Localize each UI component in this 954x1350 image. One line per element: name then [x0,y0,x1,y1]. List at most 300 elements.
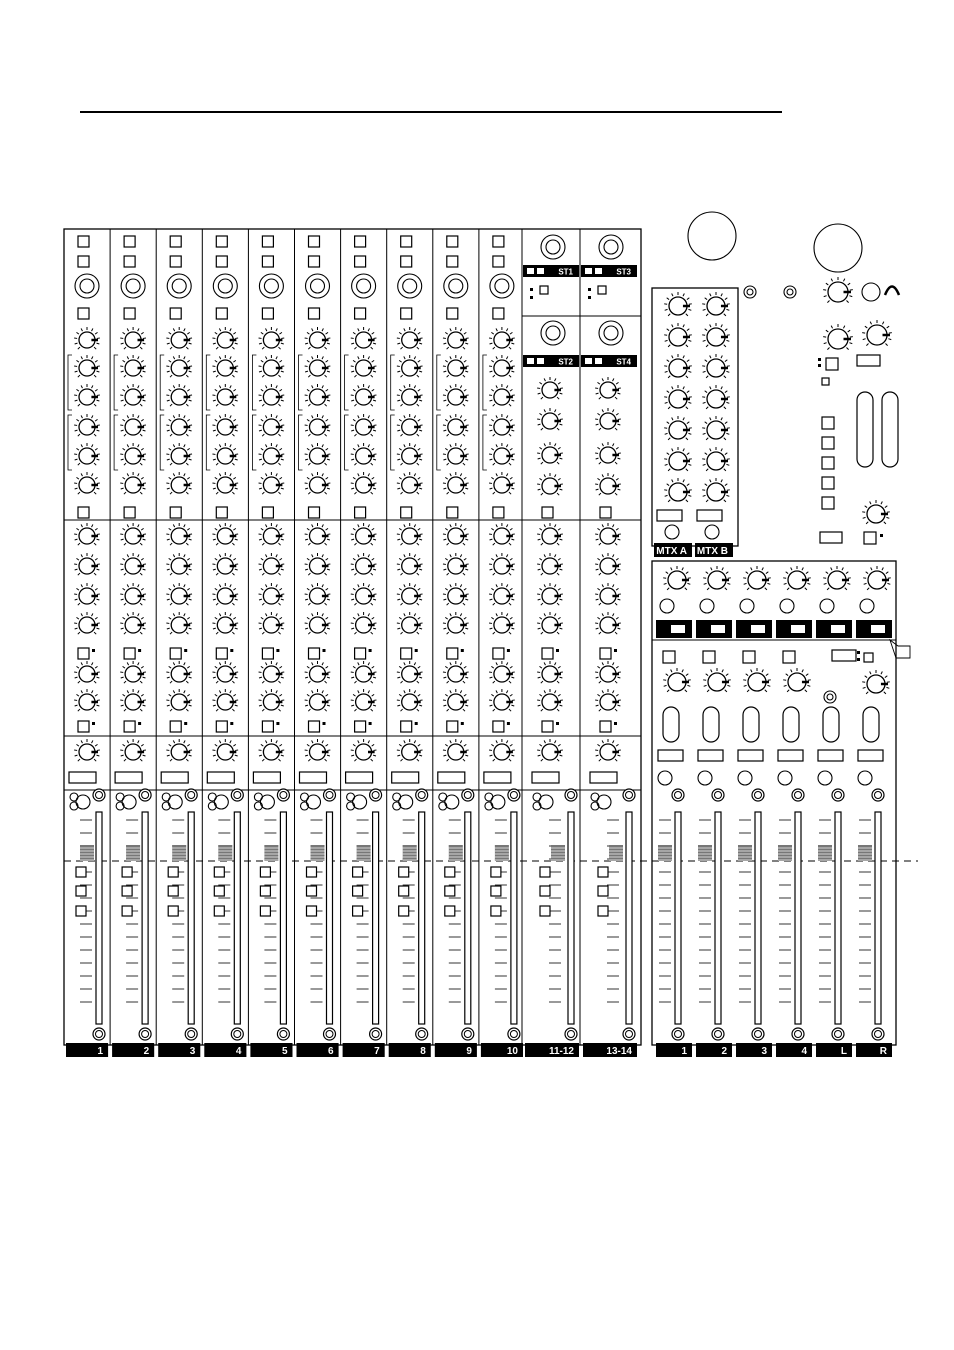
eq-lo-mid-knob[interactable] [120,443,146,465]
aux4-knob[interactable] [166,612,192,634]
aux3-knob[interactable] [443,583,469,605]
hpf-freq-knob[interactable] [489,327,515,349]
mute-button[interactable] [399,795,413,809]
aux6-knob[interactable] [489,689,515,711]
aux4-knob[interactable] [397,612,423,634]
matrix-level-knob[interactable] [702,292,730,316]
eq-high-knob[interactable] [351,355,377,377]
channel-name-strip[interactable] [484,772,511,783]
stereo-fader[interactable] [568,812,574,1024]
aux1-knob[interactable] [305,523,331,545]
mute-assign-button[interactable] [122,867,132,877]
matrix-level-knob[interactable] [664,478,692,502]
gain-knob[interactable] [306,274,330,298]
group-fader[interactable] [755,812,761,1024]
aux2-knob[interactable] [537,553,563,575]
eq-low-knob[interactable] [351,472,377,494]
aux4-knob[interactable] [212,612,238,634]
mute-assign-button[interactable] [168,867,178,877]
eq-low-knob[interactable] [443,472,469,494]
monitor-source-button[interactable] [822,477,834,489]
matrix-level-knob[interactable] [702,385,730,409]
hpf-freq-knob[interactable] [120,327,146,349]
pan-knob[interactable] [351,739,377,761]
monitor-source-button[interactable] [822,437,834,449]
eq-hi-mid-knob[interactable] [212,384,238,406]
aux5-knob[interactable] [120,661,146,683]
group-assign-button[interactable] [76,886,86,896]
channel-name-strip[interactable] [115,772,142,783]
stereo-assign-button[interactable] [399,906,409,916]
eq-lo-mid-knob[interactable] [489,443,515,465]
tag-button[interactable] [537,268,544,274]
aux6-knob[interactable] [351,689,377,711]
phantom-button[interactable] [124,236,135,247]
group-send-button[interactable] [700,599,714,613]
eq-on-button[interactable] [355,507,366,518]
eq-low-knob[interactable] [74,472,100,494]
gain-knob[interactable] [259,274,283,298]
aux2-knob[interactable] [212,553,238,575]
group-name-strip[interactable] [858,750,883,761]
matrix-level-knob[interactable] [664,447,692,471]
aux1-knob[interactable] [595,523,621,545]
pre-post-button[interactable] [262,648,273,659]
tag-button[interactable] [595,268,602,274]
phantom-button[interactable] [355,236,366,247]
group-mute-button[interactable] [698,771,712,785]
eq-hi-mid-freq-knob[interactable] [259,414,285,436]
group-on-button[interactable] [663,651,675,663]
aux6-knob[interactable] [443,689,469,711]
eq-lo-mid-knob[interactable] [305,443,331,465]
eq-lo-mid-knob[interactable] [212,443,238,465]
phantom-button[interactable] [493,236,504,247]
stereo-assign-button[interactable] [260,906,270,916]
tag-button[interactable] [527,358,534,364]
mute-button[interactable] [491,795,505,809]
group-assign-button[interactable] [353,886,363,896]
mute-button[interactable] [353,795,367,809]
eq-high-knob[interactable] [397,355,423,377]
pad-button[interactable] [355,256,366,267]
pad-button[interactable] [262,256,273,267]
small-select-button[interactable] [822,378,829,385]
aux3-knob[interactable] [212,583,238,605]
monitor-select-button[interactable] [826,358,838,370]
aux3-knob[interactable] [351,583,377,605]
aux6-knob[interactable] [595,689,621,711]
eq-high-knob[interactable] [120,355,146,377]
mute-assign-button[interactable] [307,867,317,877]
stereo-select-button[interactable] [598,286,606,294]
mute-button[interactable] [168,795,182,809]
tag-button[interactable] [585,358,592,364]
eq-on-button[interactable] [447,507,458,518]
eq-hi-mid-freq-knob[interactable] [443,414,469,436]
channel-fader[interactable] [188,812,194,1024]
group-assign-button[interactable] [711,625,725,633]
group-send-knob[interactable] [823,566,851,590]
pre-post-button[interactable] [493,721,504,732]
group-on-button[interactable] [703,651,715,663]
matrix-name-strip[interactable] [657,510,682,521]
group-assign-button[interactable] [751,625,765,633]
balance-knob[interactable] [595,739,621,761]
group-oval-button[interactable] [743,707,759,742]
tag-button[interactable] [527,268,534,274]
eq-on-button[interactable] [542,507,553,518]
aux1-knob[interactable] [489,523,515,545]
mute-assign-button[interactable] [214,867,224,877]
aux3-knob[interactable] [489,583,515,605]
eq-high-knob[interactable] [489,355,515,377]
matrix-level-knob[interactable] [702,447,730,471]
channel-fader[interactable] [511,812,517,1024]
aux5-knob[interactable] [595,661,621,683]
aux6-knob[interactable] [305,689,331,711]
group-oval-button[interactable] [863,707,879,742]
aux5-knob[interactable] [489,661,515,683]
pan-knob[interactable] [443,739,469,761]
pre-post-button[interactable] [447,721,458,732]
eq-high-knob[interactable] [212,355,238,377]
eq-hi-mid-freq-knob[interactable] [74,414,100,436]
pad-button[interactable] [216,256,227,267]
group-name-strip[interactable] [658,750,683,761]
pan-knob[interactable] [74,739,100,761]
pan-knob[interactable] [120,739,146,761]
pad-button[interactable] [78,256,89,267]
hpf-freq-knob[interactable] [397,327,423,349]
mute-button[interactable] [214,795,228,809]
pan-knob[interactable] [305,739,331,761]
aux2-knob[interactable] [351,553,377,575]
pad-button[interactable] [309,256,320,267]
group-name-strip[interactable] [818,750,843,761]
eq-high-knob[interactable] [74,355,100,377]
stereo-eq-high-knob[interactable] [595,377,621,399]
eq-on-button[interactable] [600,507,611,518]
eq-lo-mid-knob[interactable] [397,443,423,465]
eq-on-button[interactable] [216,507,227,518]
pad-button[interactable] [493,256,504,267]
aux5-knob[interactable] [443,661,469,683]
hpf-button[interactable] [355,308,366,319]
channel-name-strip[interactable] [300,772,327,783]
aux2-knob[interactable] [305,553,331,575]
eq-on-button[interactable] [170,507,181,518]
channel-name-strip[interactable] [69,772,96,783]
aux6-knob[interactable] [166,689,192,711]
group-send-knob[interactable] [663,566,691,590]
gain-knob[interactable] [490,274,514,298]
stereo-fader[interactable] [626,812,632,1024]
pre-post-button[interactable] [216,648,227,659]
pan-knob[interactable] [259,739,285,761]
group-oval-button[interactable] [783,707,799,742]
phantom-button[interactable] [216,236,227,247]
mute-button[interactable] [307,795,321,809]
group-mute-button[interactable] [778,771,792,785]
master-select-strip[interactable] [832,650,856,661]
group-send-button[interactable] [660,599,674,613]
channel-name-strip[interactable] [161,772,188,783]
eq-on-button[interactable] [401,507,412,518]
stereo-gain-knob[interactable] [599,321,623,345]
aux2-knob[interactable] [259,553,285,575]
hpf-button[interactable] [170,308,181,319]
phones-level-knob[interactable] [823,277,853,303]
group-name-strip[interactable] [738,750,763,761]
group-fader[interactable] [875,812,881,1024]
group-fader[interactable] [835,812,841,1024]
channel-fader[interactable] [234,812,240,1024]
phones-monitor-knob[interactable] [862,500,890,524]
eq-on-button[interactable] [493,507,504,518]
stereo-gain-knob[interactable] [541,321,565,345]
aux1-knob[interactable] [120,523,146,545]
aux2-knob[interactable] [120,553,146,575]
hpf-freq-knob[interactable] [305,327,331,349]
mute-assign-button[interactable] [353,867,363,877]
eq-hi-mid-freq-knob[interactable] [397,414,423,436]
aux4-knob[interactable] [489,612,515,634]
pad-button[interactable] [447,256,458,267]
hpf-freq-knob[interactable] [74,327,100,349]
pan-knob[interactable] [166,739,192,761]
pre-post-button[interactable] [309,648,320,659]
eq-high-knob[interactable] [166,355,192,377]
aux4-knob[interactable] [259,612,285,634]
pre-post-button[interactable] [78,721,89,732]
pre-post-button[interactable] [170,648,181,659]
group-assign-button[interactable] [399,886,409,896]
matrix-level-knob[interactable] [702,354,730,378]
group-assign-button[interactable] [445,886,455,896]
stereo-assign-button[interactable] [598,906,608,916]
master-level-knob[interactable] [862,670,890,694]
aux1-knob[interactable] [351,523,377,545]
matrix-level-knob[interactable] [664,354,692,378]
hpf-freq-knob[interactable] [212,327,238,349]
aux4-knob[interactable] [305,612,331,634]
channel-fader[interactable] [465,812,471,1024]
mute-assign-button[interactable] [399,867,409,877]
pre-post-button[interactable] [124,648,135,659]
group-send-knob[interactable] [703,566,731,590]
eq-lo-mid-knob[interactable] [74,443,100,465]
pre-post-button[interactable] [493,648,504,659]
aux4-knob[interactable] [443,612,469,634]
talkback-level-knob[interactable] [862,320,892,346]
aux6-knob[interactable] [397,689,423,711]
stereo-assign-button[interactable] [307,906,317,916]
channel-name-strip[interactable] [590,772,617,783]
phantom-button[interactable] [401,236,412,247]
mute-assign-button[interactable] [598,867,608,877]
aux1-knob[interactable] [537,523,563,545]
mute-button[interactable] [539,795,553,809]
stereo-gain-knob[interactable] [541,235,565,259]
monitor-level-knob[interactable] [823,324,853,350]
aux3-knob[interactable] [537,583,563,605]
hpf-button[interactable] [124,308,135,319]
channel-fader[interactable] [142,812,148,1024]
master-select-button[interactable] [864,653,873,662]
monitor-source-button[interactable] [822,497,834,509]
group-mute-button[interactable] [818,771,832,785]
aux2-knob[interactable] [489,553,515,575]
phantom-button[interactable] [78,236,89,247]
tag-button[interactable] [595,358,602,364]
channel-name-strip[interactable] [346,772,373,783]
aux4-knob[interactable] [537,612,563,634]
eq-lo-mid-knob[interactable] [443,443,469,465]
pre-post-button[interactable] [600,648,611,659]
eq-hi-mid-knob[interactable] [120,384,146,406]
group-assign-button[interactable] [671,625,685,633]
pan-knob[interactable] [489,739,515,761]
mute-button[interactable] [445,795,459,809]
hpf-freq-knob[interactable] [166,327,192,349]
aux3-knob[interactable] [120,583,146,605]
talkback-button[interactable] [857,355,880,366]
pre-post-button[interactable] [542,648,553,659]
monitor-source-button[interactable] [822,417,834,429]
aux3-knob[interactable] [397,583,423,605]
aux5-knob[interactable] [212,661,238,683]
pre-post-button[interactable] [216,721,227,732]
gain-knob[interactable] [444,274,468,298]
pre-post-button[interactable] [401,648,412,659]
hpf-freq-knob[interactable] [351,327,377,349]
stereo-gain-trim-knob[interactable] [595,473,621,495]
eq-high-knob[interactable] [259,355,285,377]
aux3-knob[interactable] [305,583,331,605]
pre-post-button[interactable] [262,721,273,732]
group-send-button[interactable] [780,599,794,613]
stereo-assign-button[interactable] [540,906,550,916]
eq-hi-mid-freq-knob[interactable] [351,414,377,436]
tag-button[interactable] [537,358,544,364]
phantom-button[interactable] [262,236,273,247]
eq-hi-mid-freq-knob[interactable] [166,414,192,436]
hpf-button[interactable] [262,308,273,319]
pre-post-button[interactable] [170,721,181,732]
mute-assign-button[interactable] [76,867,86,877]
mute-button[interactable] [122,795,136,809]
pre-post-button[interactable] [542,721,553,732]
aux2-knob[interactable] [166,553,192,575]
pad-button[interactable] [401,256,412,267]
eq-hi-mid-knob[interactable] [443,384,469,406]
aux6-knob[interactable] [259,689,285,711]
eq-low-knob[interactable] [166,472,192,494]
stereo-assign-button[interactable] [76,906,86,916]
stereo-eq-mid-knob[interactable] [537,408,563,430]
group-level-knob[interactable] [743,668,771,692]
eq-on-button[interactable] [262,507,273,518]
group-mute-button[interactable] [658,771,672,785]
phantom-button[interactable] [170,236,181,247]
eq-high-knob[interactable] [305,355,331,377]
matrix-mute-button[interactable] [665,525,679,539]
channel-fader[interactable] [280,812,286,1024]
phantom-button[interactable] [309,236,320,247]
hpf-button[interactable] [309,308,320,319]
group-oval-button[interactable] [823,707,839,742]
group-name-strip[interactable] [778,750,803,761]
matrix-level-knob[interactable] [664,292,692,316]
group-send-button[interactable] [860,599,874,613]
gain-knob[interactable] [121,274,145,298]
group-send-knob[interactable] [863,566,891,590]
phones-jack[interactable] [862,283,880,301]
phantom-button[interactable] [447,236,458,247]
stereo-assign-button[interactable] [168,906,178,916]
eq-hi-mid-knob[interactable] [166,384,192,406]
pre-post-button[interactable] [600,721,611,732]
pre-post-button[interactable] [78,648,89,659]
pre-post-button[interactable] [309,721,320,732]
aux2-knob[interactable] [595,553,621,575]
aux4-knob[interactable] [351,612,377,634]
mute-assign-button[interactable] [445,867,455,877]
group-on-button[interactable] [743,651,755,663]
group-assign-button[interactable] [540,886,550,896]
stereo-eq-low-knob[interactable] [537,442,563,464]
matrix-mute-button[interactable] [705,525,719,539]
channel-fader[interactable] [419,812,425,1024]
stereo-gain-knob[interactable] [599,235,623,259]
channel-name-strip[interactable] [207,772,234,783]
group-send-button[interactable] [820,599,834,613]
eq-on-button[interactable] [78,507,89,518]
tag-button[interactable] [585,268,592,274]
pan-knob[interactable] [212,739,238,761]
aux5-knob[interactable] [259,661,285,683]
group-assign-button[interactable] [491,886,501,896]
group-assign-button[interactable] [122,886,132,896]
matrix-level-knob[interactable] [702,323,730,347]
channel-fader[interactable] [327,812,333,1024]
group-assign-button[interactable] [831,625,845,633]
group-assign-button[interactable] [168,886,178,896]
mute-assign-button[interactable] [260,867,270,877]
aux2-knob[interactable] [443,553,469,575]
channel-fader[interactable] [96,812,102,1024]
aux2-knob[interactable] [397,553,423,575]
eq-low-knob[interactable] [397,472,423,494]
stereo-eq-high-knob[interactable] [537,377,563,399]
channel-name-strip[interactable] [438,772,465,783]
hpf-button[interactable] [78,308,89,319]
pre-post-button[interactable] [401,721,412,732]
channel-name-strip[interactable] [532,772,559,783]
aux4-knob[interactable] [74,612,100,634]
pan-knob[interactable] [397,739,423,761]
group-send-knob[interactable] [743,566,771,590]
matrix-level-knob[interactable] [702,416,730,440]
aux6-knob[interactable] [212,689,238,711]
mute-assign-button[interactable] [491,867,501,877]
aux1-knob[interactable] [166,523,192,545]
hpf-freq-knob[interactable] [259,327,285,349]
aux5-knob[interactable] [166,661,192,683]
eq-hi-mid-knob[interactable] [489,384,515,406]
mute-button[interactable] [76,795,90,809]
